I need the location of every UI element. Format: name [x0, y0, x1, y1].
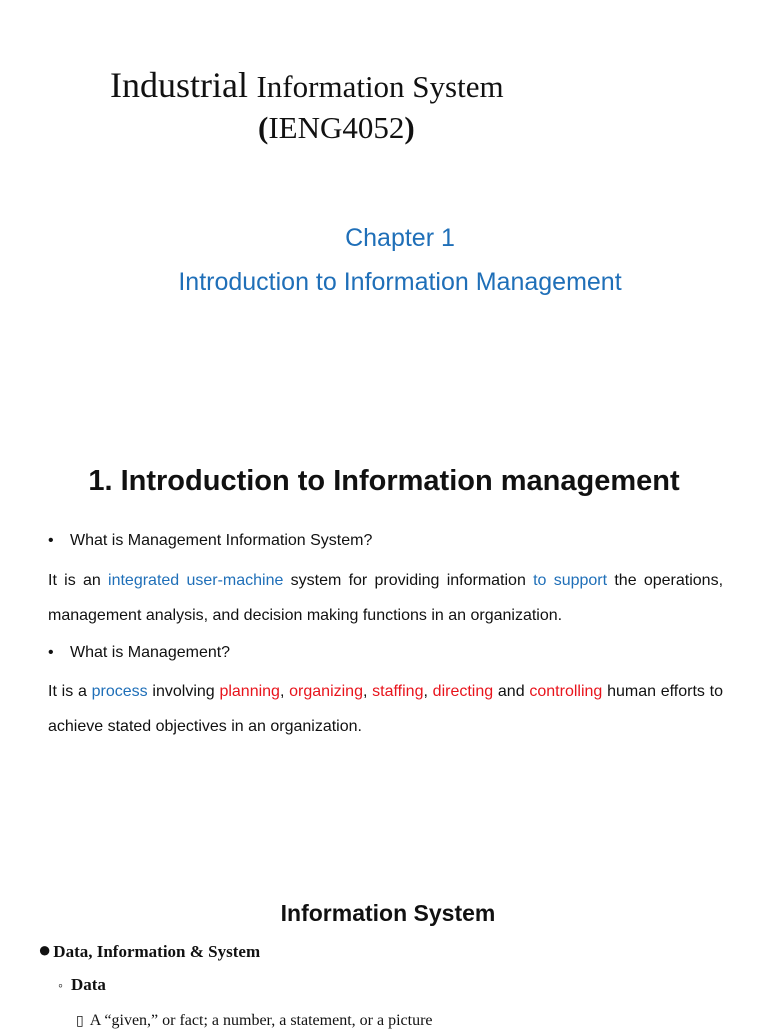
highlight-controlling: controlling	[529, 683, 603, 700]
para-text: ,	[279, 683, 290, 700]
para-text: and	[493, 683, 530, 700]
course-code: IENG4052	[268, 110, 405, 145]
course-code-line	[258, 110, 415, 146]
course-title	[110, 64, 504, 106]
sublist-detail-text: A “given,” or fact; a number, a statement, or a picture	[89, 1012, 433, 1029]
course-title-part2: Information System	[256, 69, 504, 104]
bullet-dot-icon: •	[48, 644, 54, 661]
course-code-close-paren: )	[404, 110, 415, 145]
bullet-question-management	[48, 644, 230, 662]
course-code-open-paren: (	[258, 110, 269, 145]
bullet-text: What is Management?	[70, 644, 231, 661]
highlight-planning: planning	[219, 683, 280, 700]
para-text: the operations, management analysis, and decision making functions in an organization.	[48, 572, 724, 624]
chapter-number: Chapter 1	[345, 224, 455, 252]
highlight-organizing: organizing	[289, 683, 363, 700]
highlight-directing: directing	[432, 683, 494, 700]
para-text: involving	[147, 683, 220, 700]
highlight-integrated: integrated user-machine	[108, 572, 284, 589]
section-heading: 1. Introduction to Information management	[88, 465, 680, 497]
para-text: It is a	[48, 683, 92, 700]
bullet-question-mis	[48, 532, 372, 550]
paragraph-mis-definition	[48, 563, 723, 633]
sublist-item-data	[58, 975, 106, 995]
para-text: ,	[362, 683, 373, 700]
para-text: It is an	[48, 572, 109, 589]
bullet-dot-icon: •	[48, 532, 54, 549]
missing-glyph-icon: ▯	[76, 1013, 84, 1029]
sublist-item-text: Data	[70, 975, 106, 994]
section-heading-information-system: Information System	[280, 900, 496, 926]
highlight-process: process	[91, 683, 148, 700]
filled-bullet-icon: ●	[38, 937, 52, 962]
sublist-detail-data	[76, 1012, 433, 1030]
para-text: ,	[423, 683, 433, 700]
highlight-staffing: staffing	[372, 683, 424, 700]
list-item-text: Data, Information & System	[53, 942, 261, 961]
hollow-bullet-icon: ◦	[58, 979, 63, 994]
para-text: system for providing information	[283, 572, 534, 589]
highlight-to-support: to support	[533, 572, 608, 589]
chapter-name: Introduction to Information Management	[178, 268, 622, 296]
list-item-data-information-system	[38, 937, 260, 963]
para-text: human efforts to achieve stated objectives in an organization.	[48, 683, 724, 735]
course-title-part1: Industrial	[110, 65, 248, 105]
bullet-text: What is Management Information System?	[70, 532, 373, 549]
paragraph-management-definition	[48, 674, 723, 744]
